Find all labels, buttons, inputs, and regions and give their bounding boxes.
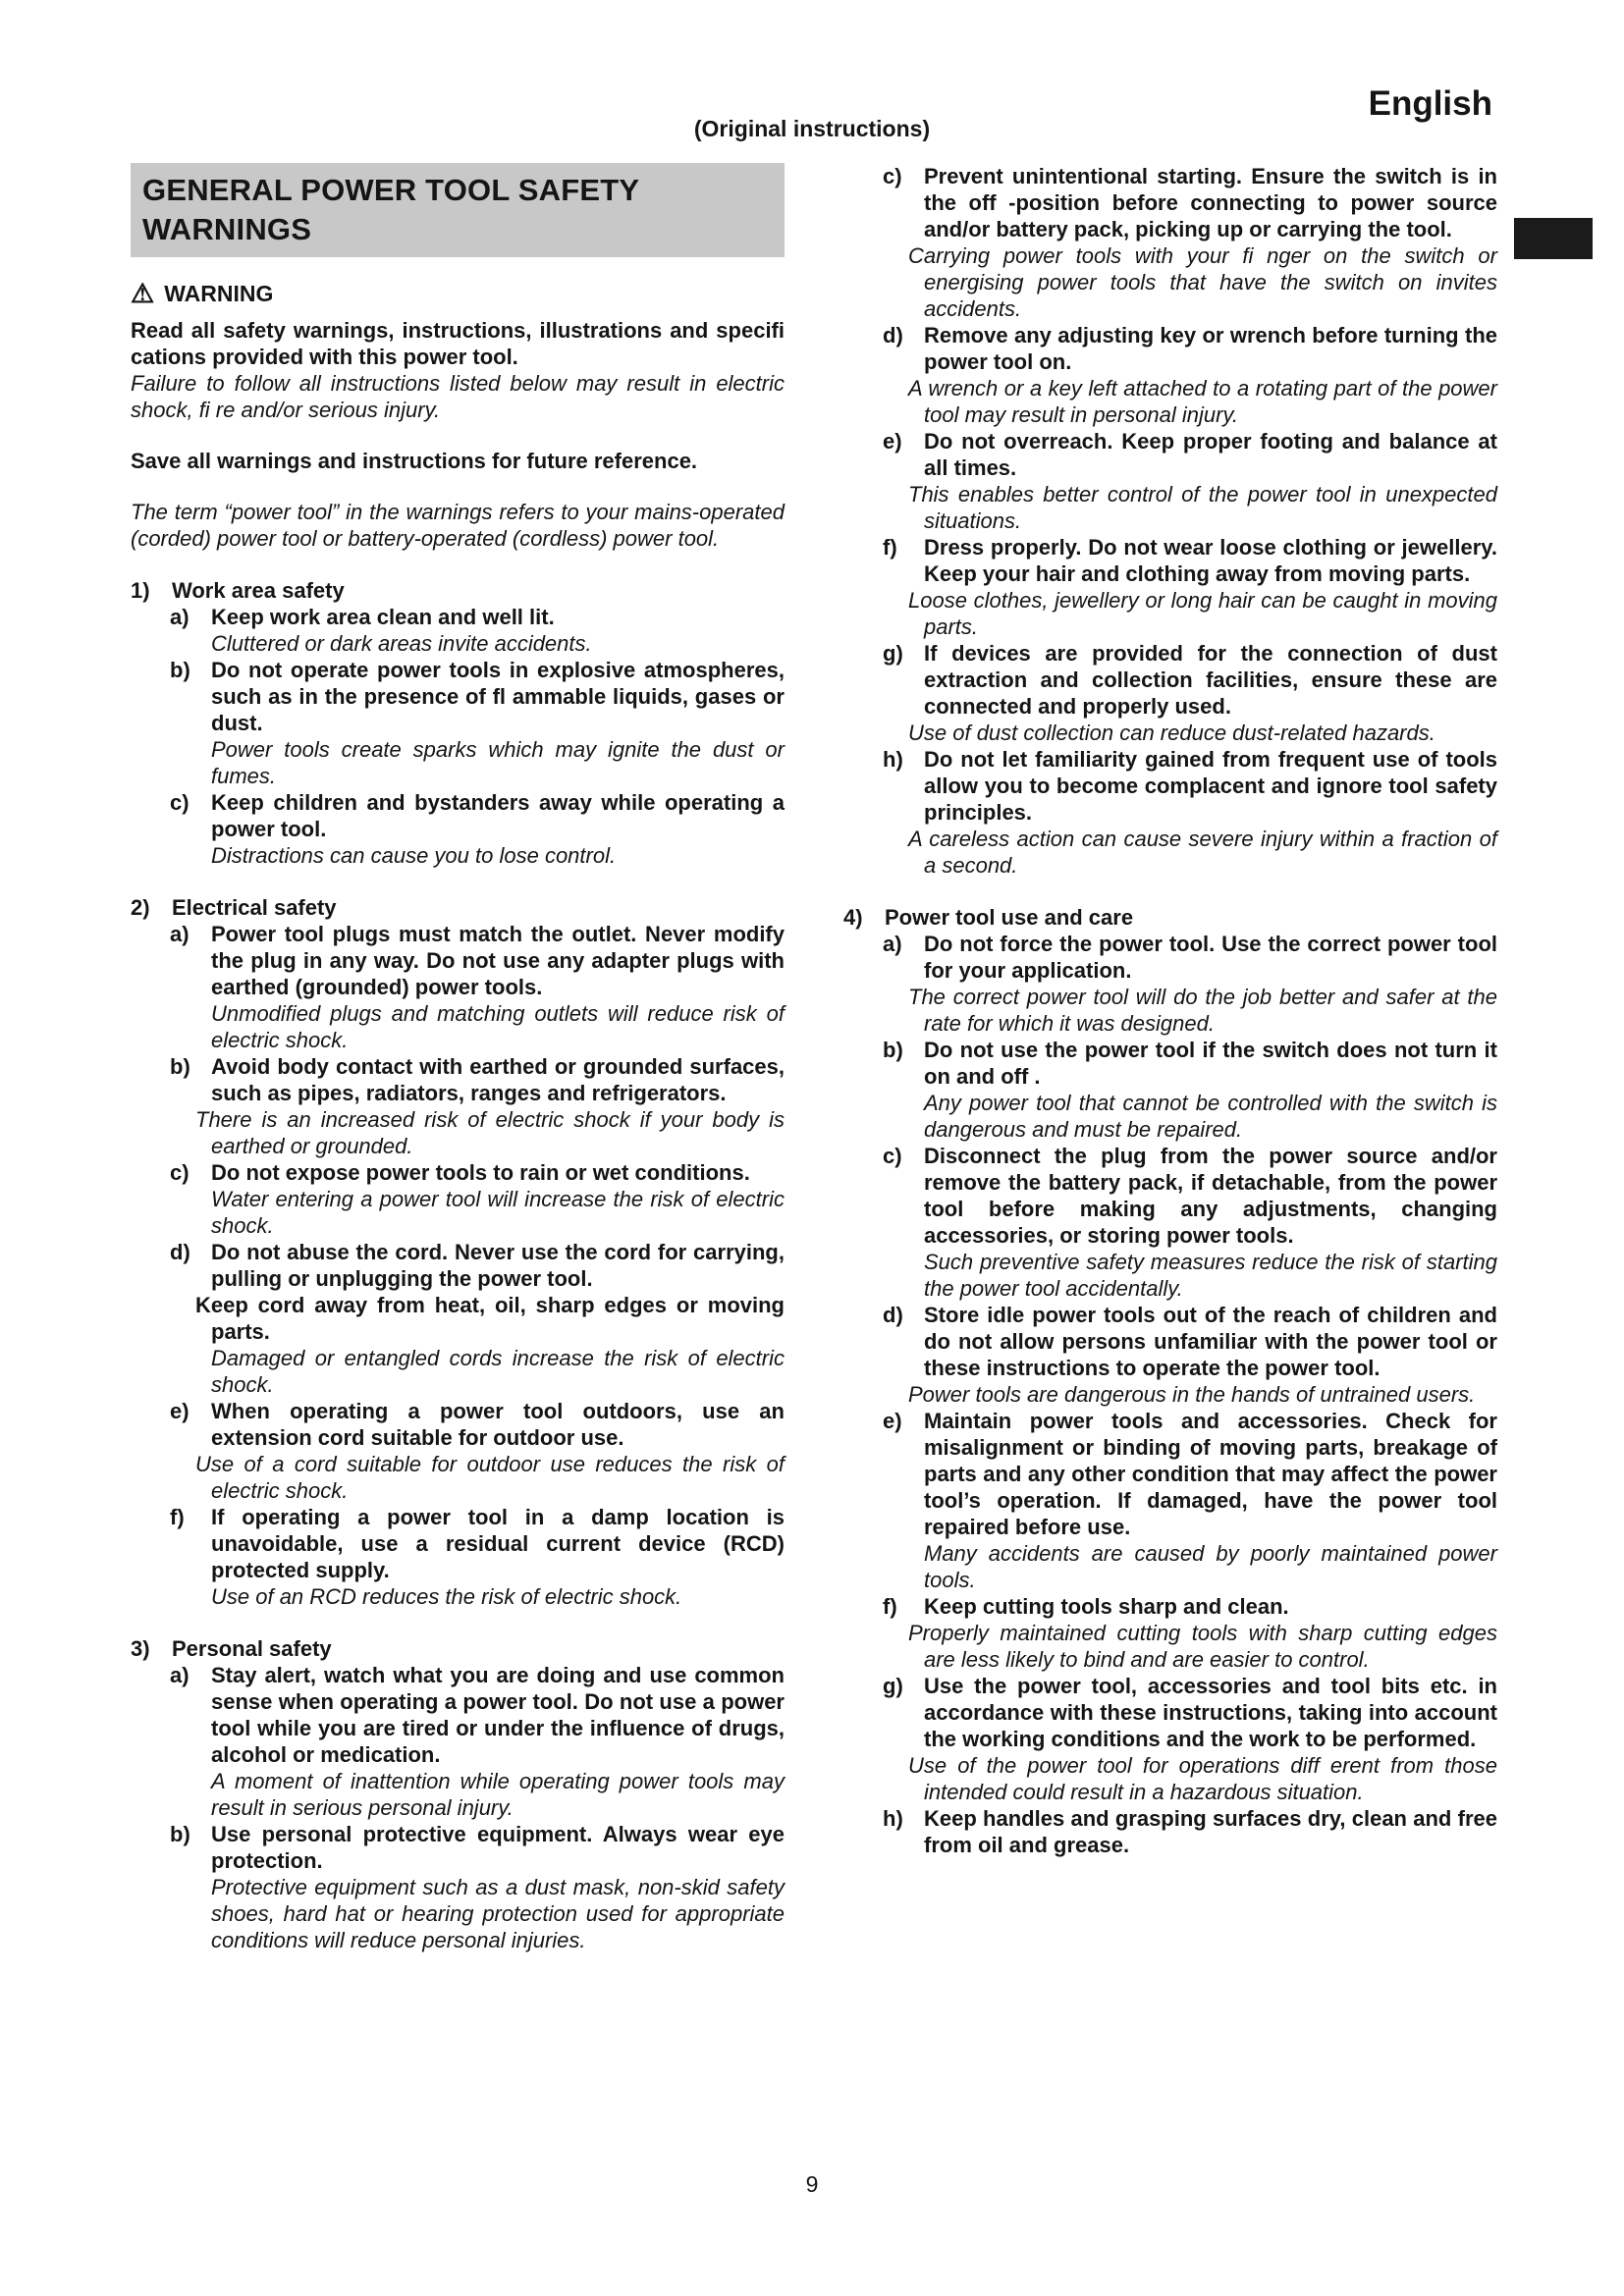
paragraph: Distractions can cause you to lose control. [211,843,617,868]
item-label: c) [883,164,902,188]
paragraph: Avoid body contact with earthed or grounded surfaces, such as pipes, radiators, ranges and refrigerators. [211,1054,785,1105]
section [843,163,1497,879]
right-column [843,163,1497,1858]
list-item [843,322,1497,428]
list-item [131,657,785,789]
paragraph: Keep children and bystanders away while operating a power tool. [211,790,785,841]
section [131,894,785,1610]
paragraph: Damaged or entangled cords increase the risk of electric shock. [211,1346,785,1397]
item-label: g) [883,1674,903,1698]
item-label: b) [170,1822,190,1846]
list-item [131,1159,785,1239]
page-title [131,163,785,257]
paragraph: Failure to follow all instructions listed below may result in electric shock, fi re and/or serious injury. [131,371,785,422]
list-item [131,1504,785,1610]
paragraph: Do not force the power tool. Use the correct power tool for your application. [924,932,1497,983]
left-column [131,163,785,1953]
section-number: 3) [131,1636,150,1661]
paragraph: Keep cord away from heat, oil, sharp edges or moving parts. [195,1293,785,1344]
section-number: 4) [843,905,863,930]
item-label: a) [883,932,902,956]
paragraph: Protective equipment such as a dust mask, non-skid safety shoes, hard hat or hearing protection used for appropriate conditions will reduce personal injuries. [211,1875,785,1952]
item-label: h) [883,1806,903,1831]
paragraph: Carrying power tools with your fi nger on the switch or energising power tools that have the switch on invites accidents. [908,243,1497,321]
list-item [843,1143,1497,1302]
paragraph: Use personal protective equipment. Always wear eye protection. [211,1822,785,1873]
paragraph: Keep cutting tools sharp and clean. [924,1594,1289,1619]
item-label: b) [170,1054,190,1079]
item-label: h) [883,747,903,772]
paragraph: The term “power tool” in the warnings refers to your mains-operated (corded) power tool or battery-operated (cordless) power tool. [131,500,785,551]
item-label: f) [170,1505,185,1529]
paragraph: Such preventive safety measures reduce the risk of starting the power tool accidentally. [924,1250,1497,1301]
paragraph: Prevent unintentional starting. Ensure the switch is in the off -position before connecting to power source and/or battery pack, picking up or carrying the tool. [924,164,1497,241]
paragraph: Power tool plugs must match the outlet. Never modify the plug in any way. Do not use any adapter plugs with earthed (grounded) power tools. [211,922,785,999]
item-label: b) [883,1038,903,1062]
item-label: g) [883,641,903,666]
section-title: Power tool use and care [885,905,1134,930]
paragraph: Save all warnings and instructions for future reference. [131,449,698,473]
list-item [843,163,1497,322]
language-label: English [1368,84,1492,123]
item-label: c) [883,1144,902,1168]
paragraph: Use of dust collection can reduce dust-related hazards. [908,721,1435,745]
section [843,904,1497,1858]
paragraph: Do not operate power tools in explosive atmospheres, such as in the presence of fl ammable liquids, gases or dust. [211,658,785,735]
item-label: d) [883,323,903,347]
two-column-content [131,163,1497,1953]
paragraph: The correct power tool will do the job better and safer at the rate for which it was designed. [908,985,1497,1036]
list-item [131,1662,785,1821]
paragraph: Do not expose power tools to rain or wet conditions. [211,1160,750,1185]
paragraph: Do not abuse the cord. Never use the cord for carrying, pulling or unplugging the power tool. [211,1240,785,1291]
page-number: 9 [805,2171,819,2197]
paragraph: Use the power tool, accessories and tool bits etc. in accordance with these instructions, taking into account the working conditions and the work to be performed. [924,1674,1497,1751]
item-label: a) [170,922,189,946]
paragraph: Dress properly. Do not wear loose clothing or jewellery. Keep your hair and clothing away from moving parts. [924,535,1497,586]
list-item [843,1408,1497,1593]
paragraph: Cluttered or dark areas invite accidents. [211,631,592,656]
paragraph: Store idle power tools out of the reach of children and do not allow persons unfamiliar with the power tool or these instructions to operate the power tool. [924,1303,1497,1380]
item-label: b) [170,658,190,682]
paragraph: If operating a power tool in a damp location is unavoidable, use a residual current device (RCD) protected supply. [211,1505,785,1582]
section-heading [843,904,1497,931]
paragraph: When operating a power tool outdoors, use an extension cord suitable for outdoor use. [211,1399,785,1450]
paragraph: Do not use the power tool if the switch does not turn it on and off . [924,1038,1497,1089]
paragraph: Loose clothes, jewellery or long hair can be caught in moving parts. [908,588,1497,639]
section-title: Electrical safety [172,895,337,920]
item-label: e) [883,1409,902,1433]
original-instructions-label: (Original instructions) [693,116,931,141]
paragraph: Power tools create sparks which may ignite the dust or fumes. [211,737,785,788]
item-label: e) [883,429,902,454]
section-heading [131,1635,785,1662]
paragraph: This enables better control of the power tool in unexpected situations. [908,482,1497,533]
paragraph: A careless action can cause severe injury within a fraction of a second. [908,827,1497,878]
section-number: 2) [131,895,150,920]
page-title-text: GENERAL POWER TOOL SAFETY WARNINGS [142,173,639,246]
index-tab-marker [1514,218,1593,259]
paragraph: Maintain power tools and accessories. Check for misalignment or binding of moving parts, breakage of parts and any other condition that may affect the power tool’s operation. If damaged, have the power tool repaired before use. [924,1409,1497,1539]
item-label: e) [170,1399,189,1423]
list-item [843,428,1497,534]
paragraph: A moment of inattention while operating power tools may result in serious personal injury. [211,1769,785,1820]
paragraph: Use of the power tool for operations diff erent from those intended could result in a hazardous situation. [908,1753,1497,1804]
list-item [131,789,785,869]
list-item [843,746,1497,879]
list-item [843,640,1497,746]
warning-header [131,281,785,307]
item-label: d) [170,1240,190,1264]
section-title: Work area safety [172,578,345,603]
paragraph: Do not let familiarity gained from frequent use of tools allow you to become complacent and ignore tool safety principles. [924,747,1497,825]
section [131,1635,785,1953]
paragraph: Stay alert, watch what you are doing and use common sense when operating a power tool. Do not use a power tool while you are tired or under the influence of drugs, alcohol or medication. [211,1663,785,1767]
list-item [131,1398,785,1504]
item-label: f) [883,1594,897,1619]
paragraph: Power tools are dangerous in the hands of untrained users. [908,1382,1476,1407]
list-item [843,1037,1497,1143]
list-item [131,921,785,1053]
item-label: f) [883,535,897,560]
list-item [131,604,785,657]
paragraph: Water entering a power tool will increase the risk of electric shock. [211,1187,785,1238]
list-item [843,1302,1497,1408]
paragraph: Keep handles and grasping surfaces dry, clean and free from oil and grease. [924,1806,1497,1857]
paragraph: Do not overreach. Keep proper footing and balance at all times. [924,429,1497,480]
section-number: 1) [131,578,150,603]
intro-paragraphs [131,317,785,552]
paragraph: There is an increased risk of electric shock if your body is earthed or grounded. [195,1107,785,1158]
sections-right [843,163,1497,1858]
item-label: c) [170,790,189,815]
list-item [843,534,1497,640]
section-heading [131,577,785,604]
list-item [843,1673,1497,1805]
sections-left [131,577,785,1953]
paragraph: Many accidents are caused by poorly maintained power tools. [924,1541,1497,1592]
paragraph: Unmodified plugs and matching outlets will reduce risk of electric shock. [211,1001,785,1052]
paragraph: If devices are provided for the connection of dust extraction and collection facilities, ensure these are connected and properly used. [924,641,1497,719]
list-item [843,931,1497,1037]
warning-icon: ⚠ [131,279,155,308]
item-label: d) [883,1303,903,1327]
item-label: a) [170,1663,189,1687]
paragraph: Use of an RCD reduces the risk of electric shock. [211,1584,682,1609]
list-item [131,1053,785,1159]
paragraph: Any power tool that cannot be controlled with the switch is dangerous and must be repaired. [924,1091,1497,1142]
section-title: Personal safety [172,1636,332,1661]
paragraph: Disconnect the plug from the power source and/or remove the battery pack, if detachable, from the power tool before making any adjustments, changing accessories, or storing power tools. [924,1144,1497,1248]
paragraph: Read all safety warnings, instructions, illustrations and specifi cations provided with this power tool. [131,318,785,369]
section [131,577,785,869]
list-item [131,1239,785,1398]
item-label: a) [170,605,189,629]
section-heading [131,894,785,921]
paragraph: Properly maintained cutting tools with sharp cutting edges are less likely to bind and are easier to control. [908,1621,1497,1672]
list-item [843,1805,1497,1858]
warning-label: WARNING [164,281,274,306]
paragraph: Use of a cord suitable for outdoor use reduces the risk of electric shock. [195,1452,785,1503]
list-item [131,1821,785,1953]
paragraph: Keep work area clean and well lit. [211,605,555,629]
list-item [843,1593,1497,1673]
paragraph: A wrench or a key left attached to a rotating part of the power tool may result in personal injury. [908,376,1497,427]
paragraph: Remove any adjusting key or wrench before turning the power tool on. [924,323,1497,374]
item-label: c) [170,1160,189,1185]
